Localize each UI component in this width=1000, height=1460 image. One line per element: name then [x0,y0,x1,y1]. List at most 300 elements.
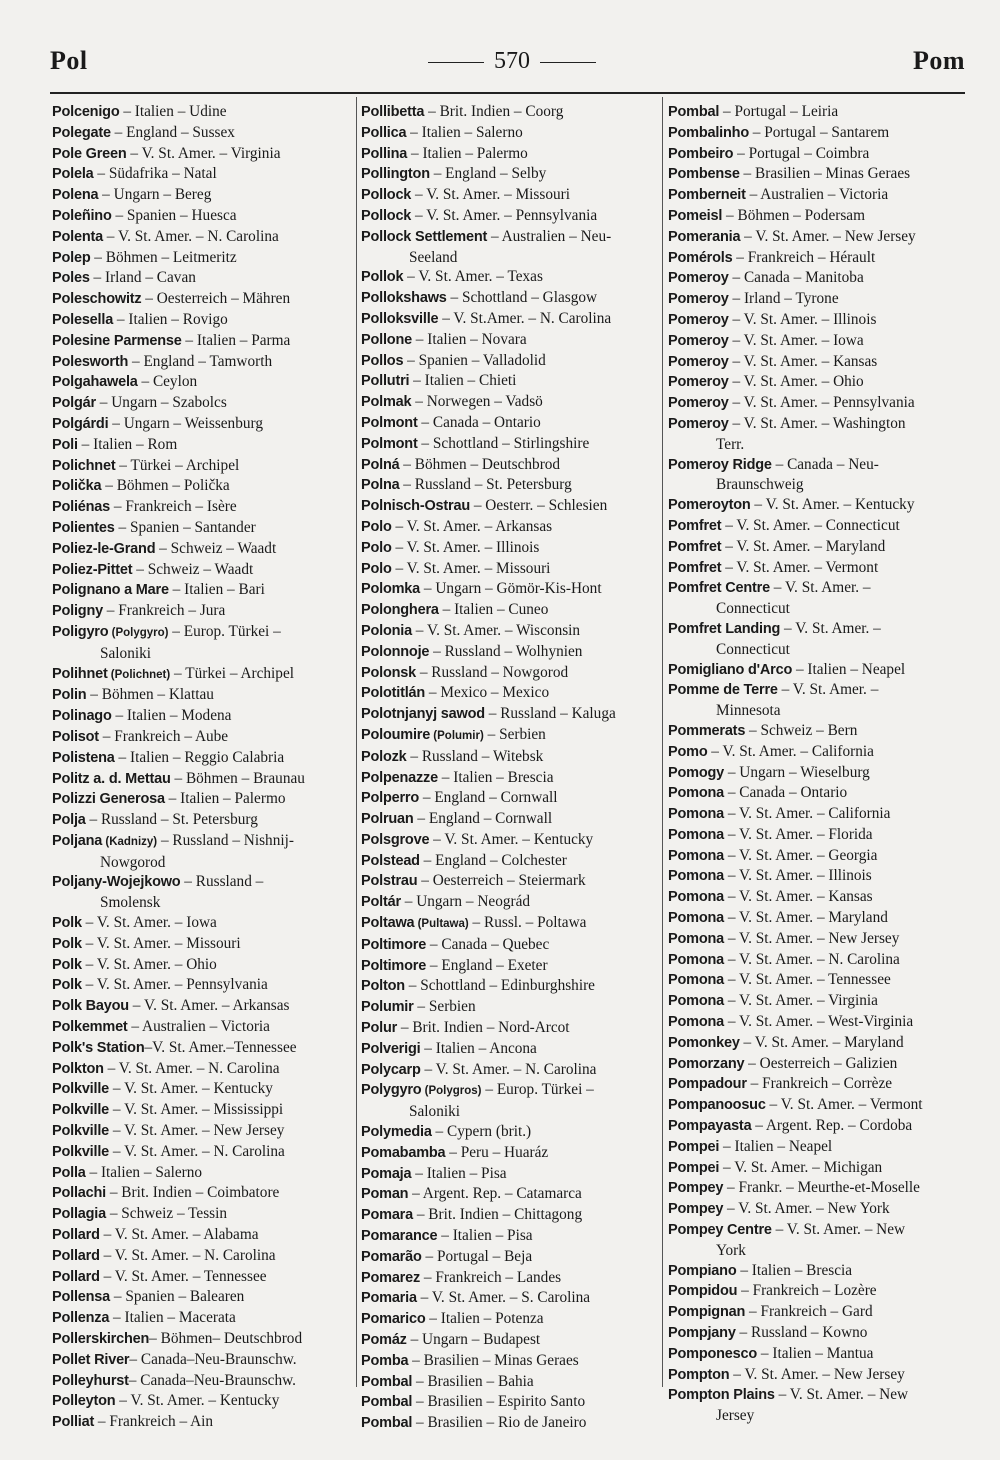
location-text: – Canada–Neu-Braunschw. [129,1350,297,1368]
location-text: – Argent. Rep. – Catamarca [408,1185,582,1203]
gazetteer-entry [361,663,659,684]
gazetteer-entry [52,1391,352,1412]
gazetteer-entry [668,866,968,887]
location-text: – Ungarn – Budapest [406,1331,541,1349]
gazetteer-entry [52,1142,352,1163]
location-text: – Portugal – Leiria [719,103,839,120]
gazetteer-entry [52,1100,352,1121]
gazetteer-entry [361,413,659,434]
location-text: – Canada – Quebec [426,935,550,953]
place-name: Polignano a Mare [52,582,169,599]
place-name: Pompadour [668,1076,747,1093]
location-text: – V. St. Amer. – Alabama [99,1226,259,1244]
place-name: Pomona [668,806,724,823]
place-name: Pomona [668,972,724,989]
page-header [50,46,965,86]
place-name: Polná [361,456,400,473]
location-text: – Frankreich – Landes [420,1268,562,1286]
gazetteer-entry [361,1351,659,1372]
place-name: Pomponesco [668,1345,758,1362]
place-name: Polkton [52,1060,104,1077]
gazetteer-entry [52,769,352,790]
place-name: Polonghera [361,602,439,619]
place-name: Poltár [361,894,401,911]
gazetteer-entry [668,414,968,435]
entry-continuation: Smolensk [100,894,161,912]
gazetteer-entry [668,578,968,599]
location-text: – Brasilien – Bahia [412,1372,534,1390]
place-name: Pollutri [361,373,410,390]
place-name: Pompei [668,1138,720,1155]
location-text: – Italien – Bari [168,581,265,599]
gazetteer-entry [361,976,659,997]
place-name: Polgár [52,395,96,412]
location-text: – Türkei – Archipel [115,456,240,474]
location-text: – Italien – Palermo [407,144,528,162]
location-text: – V. St. Amer. – Kentucky [115,1392,280,1410]
place-name: Polleyton [52,1393,116,1410]
location-text: – Italien – Pisa [411,1164,507,1182]
gazetteer-entry [52,1121,352,1142]
location-text: – V. St. Amer. – N. Carolina [102,227,279,245]
place-name: Poman [361,1186,409,1203]
place-name: Polja [52,812,86,829]
location-text: – V. St. Amer. – Pennsylvania [81,976,268,994]
place-name: Polizzi Generosa [52,791,165,808]
gazetteer-entry [668,495,968,516]
location-text: – V. St. Amer. – Missouri [391,559,551,577]
location-text: – Russl. – Poltawa [468,914,587,932]
place-name: Polela [52,166,94,183]
location-text: – V. St. Amer. – New York [723,1200,890,1218]
alternate-name: (Kadnizy) [102,835,158,848]
place-name: Polo [361,560,392,577]
gazetteer-entry [668,102,968,123]
place-name: Pomarico [361,1311,426,1328]
place-name: Polonia [361,622,412,639]
location-text: – Italien – Rom [77,435,178,453]
gazetteer-entry [361,392,659,413]
gazetteer-entry [361,1018,659,1039]
location-text: – Schottland – Edinburghshire [404,977,595,995]
location-text: – V. St. Amer. – Pennsylvania [728,394,915,412]
gazetteer-entry [668,619,968,640]
gazetteer-entry [52,185,352,206]
location-text: – Türkei – Archipel [170,664,294,682]
location-text: – Russland – Nowgorod [416,663,569,681]
gazetteer-entry [52,975,352,996]
place-name: Polmak [361,394,412,411]
place-name: Polkville [52,1123,110,1140]
place-name: Polumir [361,999,414,1016]
place-name: Pomona [668,951,724,968]
place-name: Polpenazze [361,769,438,786]
location-text: – Europ. Türkei – [481,1081,594,1099]
location-text: – V. St. Amer. – Iowa [81,914,217,932]
place-name: Polkville [52,1143,110,1160]
location-text: – Ungarn – Wieselburg [724,763,870,781]
place-name: Pomona [668,930,724,947]
gazetteer-entry [361,621,659,642]
gazetteer-entry [52,1412,352,1433]
place-name: Pomona [668,847,724,864]
place-name: Polruan [361,811,414,828]
place-name: Pomeroy [668,353,729,370]
place-name: Polleyhurst [52,1372,129,1389]
gazetteer-entry [52,435,352,456]
gazetteer-entry [361,371,659,392]
alternate-name: (Polygyro) [108,626,169,639]
gazetteer-entry [668,206,968,227]
place-name: Pompey [668,1180,724,1197]
gazetteer-entry [361,809,659,830]
gazetteer-entry [52,123,352,144]
location-text: – V. St. Amer. – Florida [724,825,873,843]
gazetteer-entry [52,331,352,352]
location-text: – Italien – Pisa [437,1227,533,1245]
location-text: – Italien – Ancona [420,1039,537,1057]
gazetteer-entry [52,831,352,853]
location-text: – Böhmen – Klattau [86,686,214,704]
gazetteer-entry [361,1143,659,1164]
gazetteer-entry [52,1079,352,1100]
gazetteer-entry [52,1038,352,1059]
place-name: Polientes [52,519,115,536]
gazetteer-entry [361,475,659,496]
gazetteer-entry [52,1267,352,1288]
gazetteer-entry [52,248,352,269]
location-text: – V. St. Amer. – Missouri [411,186,570,204]
place-name: Pomáz [361,1332,407,1349]
location-text: – V. St. Amer. – Iowa [728,331,864,349]
location-text: – Italien – Rovigo [113,310,228,328]
gazetteer-entry [668,804,968,825]
gazetteer-entry [668,1344,968,1365]
location-text: – Frankreich – Jura [102,602,226,620]
place-name: Polegate [52,124,111,141]
gazetteer-entry [361,1184,659,1205]
location-text: – V. St. Amer. – New Jersey [740,227,916,245]
location-text: – Böhmen – Braunau [170,769,305,787]
gazetteer-entry [668,1095,968,1116]
place-name: Polton [361,978,405,995]
location-text: – V. St. Amer. – Missouri [81,934,241,952]
gazetteer-entry [668,1261,968,1282]
gazetteer-entry [52,622,352,644]
gazetteer-entry [361,1122,659,1143]
location-text: – Australien – Victoria [745,186,889,204]
gazetteer-entry [52,206,352,227]
place-name: Pollica [361,124,407,141]
place-name: Pollet River [52,1351,130,1368]
location-text: – V. St. Amer. – Kansas [728,352,878,370]
gazetteer-entry [52,996,352,1017]
location-text: – Frankreich – Ain [94,1413,214,1431]
gazetteer-entry [52,560,352,581]
place-name: Polygyro [361,1082,422,1099]
location-text: – V. St. Amer. – Illinois [728,310,877,328]
column-2 [361,102,659,1434]
place-name: Pomabamba [361,1144,446,1161]
place-name: Pomeroy [668,270,729,287]
alternate-name: (Polichnet) [107,668,171,681]
gazetteer-entry [668,1074,968,1095]
place-name: Pomfret [668,538,722,555]
gazetteer-entry [361,309,659,330]
location-text: – Böhmen – Deutschbrod [399,455,561,473]
gazetteer-entry [668,887,968,908]
location-text: – Serbien [413,998,476,1016]
location-text: – V. St. Amer. – New [774,1386,909,1404]
place-name: Poleñino [52,207,112,224]
place-name: Poltimore [361,936,427,953]
location-text: – Frankreich – Lozère [737,1282,877,1300]
gazetteer-entry [668,1365,968,1386]
alternate-name: (Polumir) [430,729,484,742]
place-name: Pomfret [668,517,722,534]
place-name: Pollone [361,331,412,348]
gazetteer-entry [361,434,659,455]
gazetteer-entry [52,1183,352,1204]
place-name: Poltimore [361,957,427,974]
location-text: – V. St. Amer. – California [707,742,874,760]
gazetteer-entry [668,1178,968,1199]
place-name: Pomberneit [668,187,746,204]
gazetteer-entry [361,851,659,872]
location-text: – Italien – Neapel [792,660,906,678]
location-text: – Russland – Nishnij- [157,831,294,849]
header-rule [50,92,965,94]
location-text: – Italien – Macerata [109,1309,236,1327]
location-text: – Italien – Salerno [406,123,523,141]
location-text: – Norwegen – Vadsö [411,393,543,411]
gazetteer-entry [361,123,659,144]
place-name: Polonsk [361,664,416,681]
place-name: Pollard [52,1247,100,1264]
location-text: – Brasilien – Minas Geraes [408,1351,579,1369]
place-name: Polička [52,478,102,495]
place-name: Poli [52,436,78,453]
gazetteer-entry [668,825,968,846]
gazetteer-entry [52,289,352,310]
place-name: Polsgrove [361,831,430,848]
place-name: Pomeroy [668,291,729,308]
place-name: Pomorzany [668,1055,745,1072]
location-text: – England – Exeter [426,956,548,974]
place-name: Pollagia [52,1206,106,1223]
gazetteer-entry [52,1204,352,1225]
location-text: – Europ. Türkei – [168,622,281,640]
gazetteer-entry [52,1308,352,1329]
gazetteer-entry [361,164,659,185]
place-name: Polperro [361,790,420,807]
gazetteer-entry [52,393,352,414]
location-text: – V. St. Amer. – Kansas [724,888,873,906]
place-name: Pomeroy [668,415,729,432]
place-name: Polk's Station [52,1039,145,1056]
place-name: Polkville [52,1102,110,1119]
gazetteer-entry [668,331,968,352]
place-name: Poliez-le-Grand [52,540,156,557]
place-name: Poligyro [52,623,109,640]
location-text: – Italien – Potenza [425,1310,544,1328]
location-text: – Ungarn – Szabolcs [95,394,227,412]
gazetteer-entry [52,1163,352,1184]
place-name: Pomeroy [668,374,729,391]
gazetteer-entry [668,1302,968,1323]
location-text: – Italien – Parma [181,331,291,349]
gazetteer-entry [668,1199,968,1220]
gazetteer-entry [52,1329,352,1350]
location-text: – V. St. Amer. – [769,579,871,597]
location-text: – V. St. Amer. – Illinois [724,867,872,885]
location-text: – Portugal – Santarem [748,123,890,141]
gazetteer-entry [52,1017,352,1038]
place-name: Poligny [52,603,103,620]
location-text: – Argent. Rep. – Cordoba [751,1117,913,1135]
gazetteer-entry [52,456,352,477]
location-text: – V. St. Amer. – Tennessee [724,971,891,989]
location-text: – Italien – Mantua [757,1344,874,1362]
gazetteer-entry [668,352,968,373]
gazetteer-entry [668,1137,968,1158]
location-text: – Serbien [483,725,546,743]
place-name: Polliat [52,1414,95,1431]
gazetteer-entry [52,789,352,810]
gazetteer-entry [361,871,659,892]
place-name: Pomona [668,889,724,906]
location-text: – V. St. Amer. – [777,681,879,699]
location-text: – Schottland – Glasgow [446,289,598,307]
location-text: – V. St. Amer. – Kentucky [750,496,915,514]
location-text: – Italien – Brescia [437,768,554,786]
gazetteer-entry [668,227,968,248]
location-text: – England – Cornwall [419,789,558,807]
place-name: Pollock Settlement [361,228,488,245]
location-text: – Spanien – Balearen [110,1288,245,1306]
gazetteer-entry [52,497,352,518]
location-text: – Schweiz – Tessin [106,1205,228,1223]
gazetteer-entry [361,704,659,725]
place-name: Pompey [668,1201,724,1218]
gazetteer-entry [668,721,968,742]
place-name: Pollensa [52,1289,111,1306]
location-text: – Italien – Novara [411,330,527,348]
gazetteer-entry [361,1039,659,1060]
location-text: – Canada – Manitoba [728,269,864,287]
place-name: Pomigliano d'Arco [668,661,793,678]
entry-continuation: Connecticut [716,600,790,618]
place-name: Pollenza [52,1310,110,1327]
place-name: Polk [52,915,82,932]
place-name: Pomarão [361,1248,422,1265]
place-name: Pomeroyton [668,497,751,514]
gazetteer-entry [52,539,352,560]
gazetteer-entry [668,1033,968,1054]
location-text: – Ungarn – Weissenburg [108,414,263,432]
location-text: – Italien – Neapel [719,1137,833,1155]
gazetteer-entry [668,537,968,558]
place-name: Polla [52,1164,86,1181]
location-text: – Brit. Indien – Coorg [424,103,564,120]
place-name: Pomarance [361,1228,438,1245]
column-3 [668,102,968,1426]
place-name: Pomarez [361,1269,421,1286]
alternate-name: (Polygros) [421,1085,482,1098]
place-name: Polcenigo [52,104,120,120]
place-name: Pollok [361,269,404,286]
place-name: Polichnet [52,457,116,474]
location-text: – V. St. Amer. – N. Carolina [103,1059,280,1077]
place-name: Polk [52,935,82,952]
gazetteer-entry [361,997,659,1018]
location-text: – Ceylon [137,373,198,391]
gazetteer-entry [361,206,659,227]
gazetteer-entry [668,908,968,929]
location-text: – V. St. Amer. – Virginia [724,992,878,1010]
place-name: Politz a. d. Mettau [52,770,171,787]
location-text: – England – Cornwall [413,810,553,828]
location-text: – V. St.Amer. – N. Carolina [438,309,612,327]
place-name: Pollard [52,1227,100,1244]
gazetteer-entry [361,185,659,206]
gazetteer-entry [668,660,968,681]
gazetteer-entry [668,372,968,393]
gazetteer-entry [52,913,352,934]
place-name: Polverigi [361,1040,421,1057]
place-name: Pombal [668,104,720,120]
place-name: Polk Bayou [52,998,129,1015]
place-name: Pollina [361,145,408,162]
gazetteer-entry [668,248,968,269]
location-text: – Canada – Ontario [417,413,541,431]
place-name: Pomona [668,868,724,885]
place-name: Pole Green [52,145,127,162]
location-text: – Russland – [180,873,264,891]
location-text: – Frankreich – Corrèze [746,1075,893,1093]
location-text: – Ungarn – Bereg [98,186,212,204]
entry-continuation: Jersey [716,1407,755,1425]
page-number-text: 570 [494,48,530,74]
gazetteer-entry [668,164,968,185]
place-name: Polistena [52,749,115,766]
gazetteer-entry [361,496,659,517]
gazetteer-entry [52,580,352,601]
location-text: – Canada – Neu- [771,455,879,473]
place-name: Polo [361,518,392,535]
location-text: – Brit. Indien – Coimbatore [106,1184,280,1202]
gazetteer-entry [668,144,968,165]
gazetteer-entry [668,1012,968,1033]
gazetteer-entry [361,455,659,476]
location-text: – England – Selby [429,165,547,183]
location-text: – Russland – Kaluga [484,705,616,723]
gazetteer-entry [668,991,968,1012]
location-text: – Schottland – Stirlingshire [417,434,590,452]
place-name: Poleschowitz [52,291,142,308]
entry-continuation: Connecticut [716,640,790,658]
gazetteer-entry [361,1413,659,1434]
gazetteer-entry [52,164,352,185]
location-text: – Mexico – Mexico [425,684,550,702]
location-text: – V. St. Amer. – Vermont [721,558,879,576]
gazetteer-entry [361,267,659,288]
place-name: Pomona [668,1014,724,1031]
location-text: – V. St. Amer. – N. Carolina [109,1142,285,1160]
place-name: Pomona [668,910,724,927]
place-name: Pompayasta [668,1118,752,1135]
place-name: Polisot [52,728,99,745]
